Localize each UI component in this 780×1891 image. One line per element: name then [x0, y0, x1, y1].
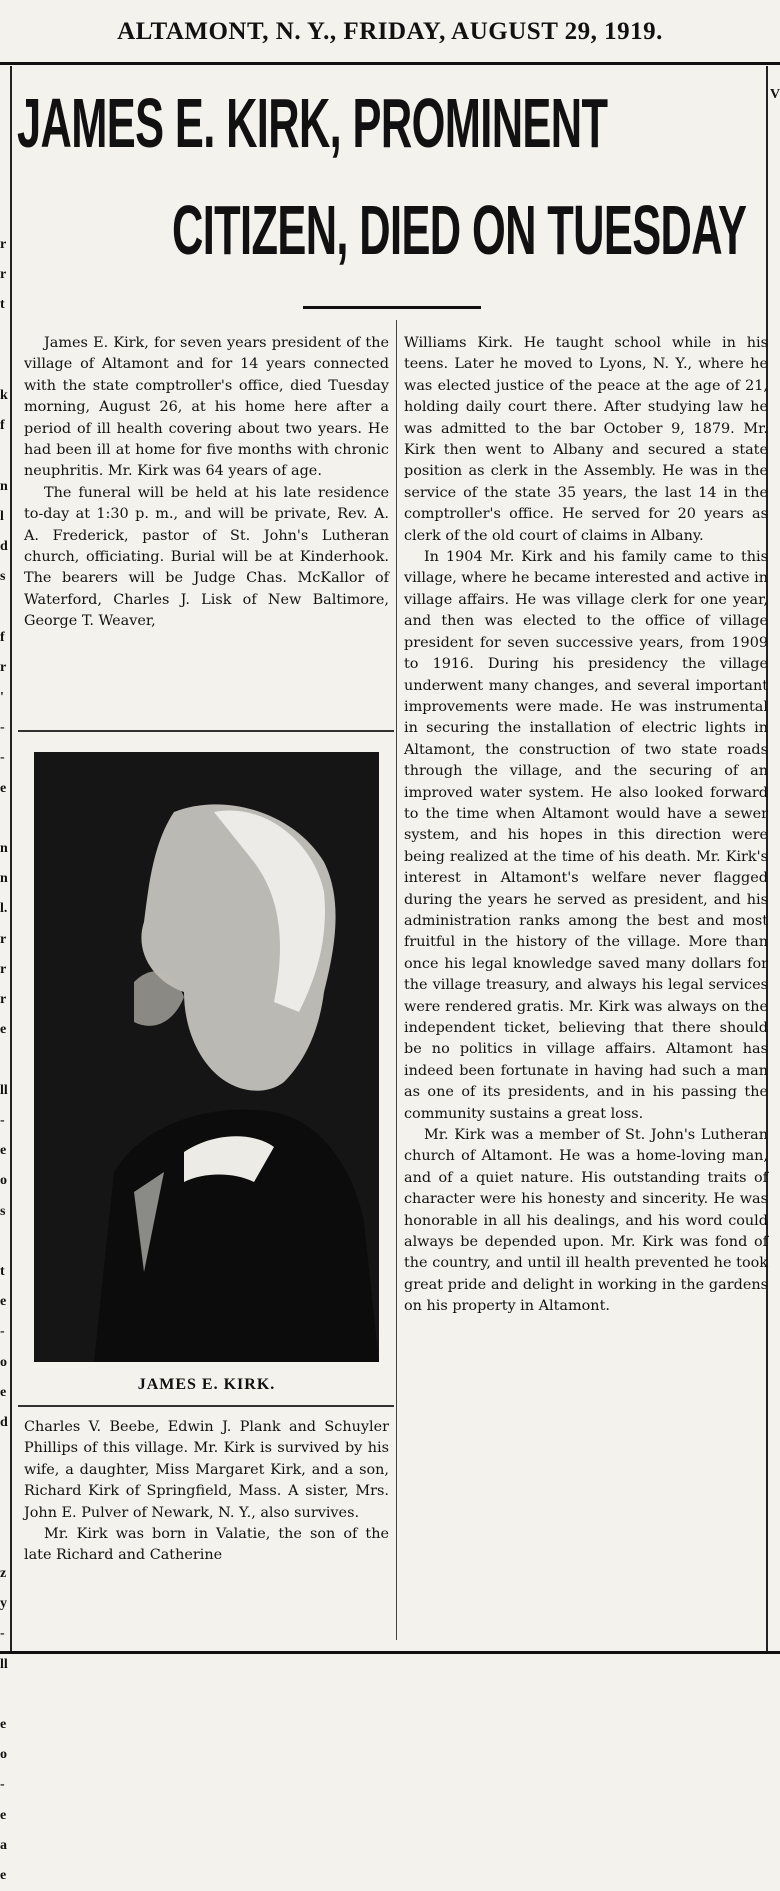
masthead-dateline: ALTAMONT, N. Y., FRIDAY, AUGUST 29, 1919.: [117, 18, 663, 45]
column-divider: [396, 320, 397, 1640]
top-rule: [0, 62, 780, 65]
portrait-figure-icon: [34, 752, 379, 1362]
margin-fragment: e: [0, 1807, 7, 1823]
margin-fragment: n: [0, 478, 8, 494]
margin-fragment: -: [0, 720, 5, 736]
article-column-1-top: [24, 333, 389, 633]
paragraph: Williams Kirk. He taught school while in his teens. Later he moved to Lyons, N. Y., where he was elected justice of the peace at the age of 21, holding daily court there. After studying law he was admitted to the bar October 9, 1879. Mr. Kirk then went to Albany and secured a state position as clerk in the Assembly. He was in the service of the state 35 years, the last 14 in the comptroller's office. He served for 20 years as clerk of the old court of claims in Albany.: [404, 335, 768, 544]
paragraph: The funeral will be held at his late residence to-day at 1:30 p. m., and will be private, Rev. A. A. Frederick, pastor of St. John's Lutheran church, officiating. Burial will be at Kinderhook. The bearers will be Judge Chas. McKallor of Waterford, Charles J. Lisk of New Baltimore, George T. Weaver,: [24, 484, 389, 630]
margin-fragment: [0, 1529, 10, 1559]
margin-fragment: [0, 804, 10, 834]
margin-fragment: [0, 1499, 10, 1529]
margin-fragment: -: [0, 1112, 5, 1128]
margin-fragment: -: [0, 1324, 5, 1340]
margin-fragment: e: [0, 1384, 7, 1400]
margin-fragment: [0, 351, 10, 381]
margin-fragment: [0, 1468, 10, 1498]
margin-fragment: -: [0, 750, 5, 766]
article-column-2: [404, 333, 768, 1318]
margin-fragment: e: [0, 780, 7, 796]
margin-fragment: f: [0, 629, 5, 645]
margin-fragment: y: [0, 1596, 7, 1612]
margin-fragment: r: [0, 267, 7, 283]
margin-fragment: e: [0, 1143, 7, 1159]
margin-fragment: o: [0, 1747, 7, 1763]
headline-line-2: CITIZEN, DIED ON TUESDAY: [172, 191, 747, 269]
margin-fragment: [0, 592, 10, 622]
bottom-rule: [0, 1651, 780, 1654]
margin-fragment: t: [0, 1263, 5, 1279]
margin-fragment: V: [770, 87, 780, 102]
article-column-1-bottom: [24, 1417, 389, 1567]
section-separator: [18, 1405, 394, 1407]
margin-fragment: n: [0, 871, 8, 887]
margin-fragment: ': [0, 690, 4, 706]
margin-fragment: [0, 321, 10, 351]
right-margin-fragments: [770, 80, 780, 110]
margin-fragment: [0, 1438, 10, 1468]
portrait-photo: [34, 752, 379, 1362]
margin-fragment: l: [0, 508, 4, 524]
margin-fragment: l.: [0, 901, 8, 917]
margin-fragment: e: [0, 1867, 7, 1883]
headline-underline: [303, 306, 481, 309]
paragraph: In 1904 Mr. Kirk and his family came to this village, where he became interested and active in village affairs. He was village clerk for one year, and then was elected to the office of village president for seven successive years, from 1909 to 1916. During his presidency the village underwent many changes, and several important improvements were made. He was instrumental in securing the installation of electric lights in Altamont, the construction of two state roads through the village, and the securing of an improved water system. He also looked forward to the time when Altamont would have a sewer system, and his hopes in this direction were being realized at the time of his death. Mr. Kirk's interest in Altamont's welfare never flagged during the years he served as president, and his administration ranks among the best and most fruitful in the history of the village. More than once his legal knowledge saved many dollars for the village treasury, and always his legal services were rendered gratis. Mr. Kirk was always on the independent ticket, believing that there should be no politics in village affairs. Altamont has indeed been fortunate in having had such a man as one of its presidents, and in his passing the community sustains a great loss.: [404, 549, 768, 1122]
paragraph: Mr. Kirk was a member of St. John's Lutheran church of Altamont. He was a home-loving man, and of a quiet nature. His outstanding traits of character were his honesty and sincerity. He was honorable in all his dealings, and his word could always be depended upon. Mr. Kirk was fond of the country, and until ill health prevented he took great pride and delight in working in the gardens on his property in Altamont.: [404, 1127, 768, 1315]
margin-fragment: t: [0, 297, 5, 313]
margin-fragment: s: [0, 1203, 6, 1219]
margin-fragment: s: [0, 569, 6, 585]
margin-fragment: z: [0, 1565, 7, 1581]
margin-fragment: e: [0, 1716, 7, 1732]
margin-fragment: e: [0, 1022, 7, 1038]
margin-fragment: r: [0, 961, 7, 977]
margin-fragment: a: [0, 1837, 7, 1853]
margin-fragment: e: [0, 1294, 7, 1310]
margin-fragment: ll: [0, 1082, 8, 1098]
paragraph: Charles V. Beebe, Edwin J. Plank and Schuyler Phillips of this village. Mr. Kirk is survived by his wife, a daughter, Miss Margaret Kirk, and a son, Richard Kirk of Springfield, Mass. A sister, Mrs. John E. Pulver of Newark, N. Y., also survives.: [24, 1419, 389, 1521]
margin-fragment: ll: [0, 1656, 8, 1672]
left-margin-fragments: [0, 230, 10, 1891]
margin-fragment: d: [0, 539, 8, 555]
left-column-rule: [10, 66, 12, 1651]
margin-fragment: k: [0, 388, 8, 404]
section-separator: [18, 730, 394, 732]
photo-caption: JAMES E. KIRK.: [137, 1376, 276, 1393]
paragraph: James E. Kirk, for seven years president of the village of Altamont and for 14 years connected with the state comptroller's office, died Tuesday morning, August 26, at his home here after a period of ill health covering about two years. He had been ill at home for five months with chronic neuphritis. Mr. Kirk was 64 years of age.: [24, 335, 389, 480]
margin-fragment: o: [0, 1173, 7, 1189]
margin-fragment: r: [0, 659, 7, 675]
margin-fragment: r: [0, 237, 7, 252]
margin-fragment: r: [0, 992, 7, 1008]
margin-fragment: [0, 1045, 10, 1075]
margin-fragment: -: [0, 1626, 5, 1642]
margin-fragment: [0, 1227, 10, 1257]
headline-line-1: JAMES E. KIRK, PROMINENT: [17, 84, 608, 162]
margin-fragment: [0, 441, 10, 471]
margin-fragment: o: [0, 1354, 7, 1370]
margin-fragment: [0, 1680, 10, 1710]
margin-fragment: -: [0, 1777, 5, 1793]
margin-fragment: r: [0, 931, 7, 947]
margin-fragment: f: [0, 418, 5, 434]
margin-fragment: d: [0, 1414, 8, 1430]
margin-fragment: n: [0, 841, 8, 857]
paragraph: Mr. Kirk was born in Valatie, the son of the late Richard and Catherine: [24, 1526, 389, 1564]
